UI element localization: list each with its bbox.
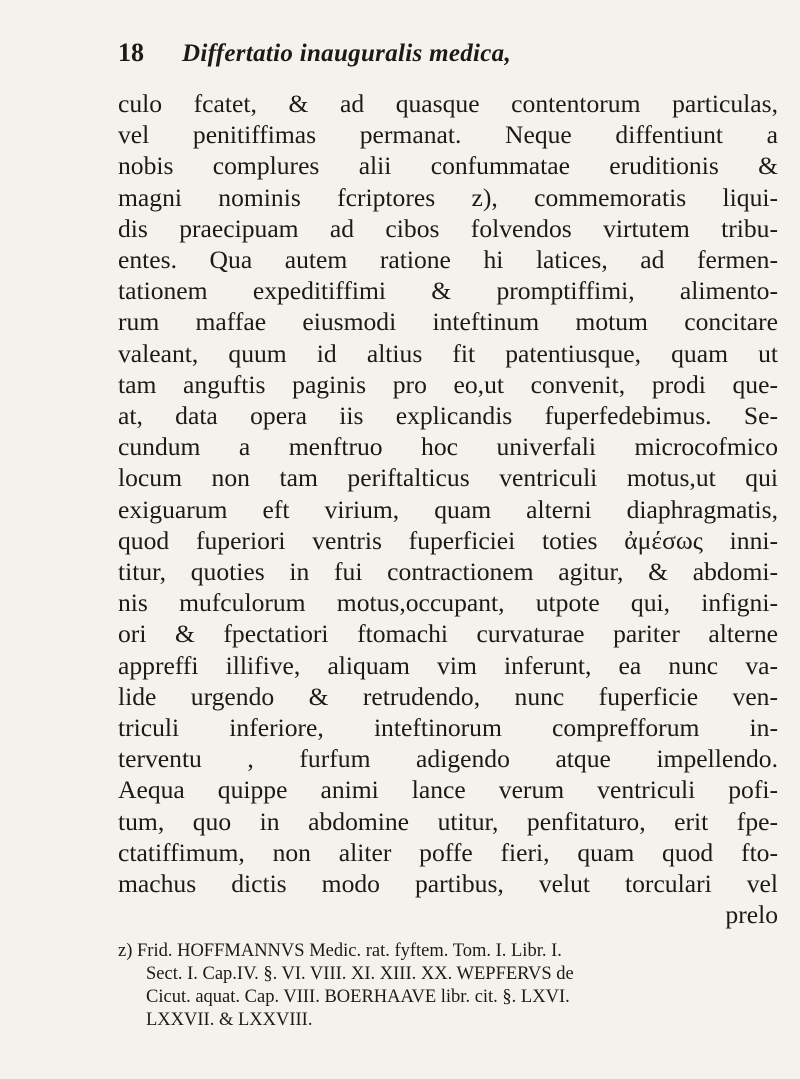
footnote-line: Sect. I. Cap.IV. §. VI. VIII. XI. XIII. XX. WEPFERVS de — [146, 964, 574, 985]
footnotes — [118, 940, 778, 1032]
text-line: cundum a menftruo hoc univerfali microcofmico — [118, 432, 778, 462]
text-line: terventu , furfum adigendo atque impellendo. — [118, 744, 778, 774]
page-number: 18 — [118, 38, 144, 67]
text-line: lide urgendo & retrudendo, nunc fuperficie ven- — [118, 681, 778, 711]
text-line: triculi inferiore, inteftinorum comprefforum in- — [118, 713, 778, 743]
text-line: culo fcatet, & ad quasque contentorum particulas, — [118, 89, 778, 118]
running-head — [118, 38, 770, 82]
text-line: entes. Qua autem ratione hi latices, ad fermen- — [118, 245, 778, 275]
text-line: exiguarum eft virium, quam alterni diaphragmatis, — [118, 494, 778, 524]
text-line: tam anguftis paginis pro eo,ut convenit, prodi que- — [118, 369, 778, 399]
text-line: nis mufculorum motus,occupant, utpote qui, infigni- — [118, 588, 778, 618]
text-line: rum maffae eiusmodi inteftinum motum concitare — [118, 307, 778, 337]
text-line: valeant, quum id altius fit patentiusque, quam ut — [118, 338, 778, 368]
text-line: machus dictis modo partibus, velut torculari vel — [118, 869, 778, 899]
footnote-line: LXXVII. & LXXVIII. — [146, 1010, 313, 1031]
footnote-line: Cicut. aquat. Cap. VIII. BOERHAAVE libr. cit. §. LXVI. — [146, 987, 570, 1008]
text-line: Aequa quippe animi lance verum ventriculi pofi- — [118, 775, 778, 805]
text-line: dis praecipuam ad cibos folvendos virtutem tribu- — [118, 213, 778, 243]
text-line: titur, quoties in fui contractionem agitur, & abdomi- — [118, 557, 778, 587]
text-line: magni nominis fcriptores z), commemoratis liqui- — [118, 182, 778, 212]
text-line: quod fuperiori ventris fuperficiei toties ἀμέσως inni- — [118, 525, 778, 555]
text-line: vel penitiffimas permanat. Neque diffentiunt a — [118, 120, 778, 150]
text-line: at, data opera iis explicandis fuperfedebimus. Se- — [118, 401, 778, 431]
body-text — [118, 88, 778, 930]
text-line: ori & fpectatiori ftomachi curvaturae pariter alterne — [118, 619, 778, 649]
text-line: appreffi illifive, aliquam vim inferunt, ea nunc va- — [118, 650, 778, 680]
text-line: prelo — [725, 900, 778, 930]
text-line: tum, quo in abdomine utitur, penfitaturo, erit fpe- — [118, 806, 778, 836]
footnote-line: z) Frid. HOFFMANNVS Medic. rat. fyftem. Tom. I. Libr. I. — [118, 941, 562, 962]
text-line: tationem expeditiffimi & promptiffimi, alimento- — [118, 276, 778, 306]
text-line: ctatiffimum, non aliter poffe fieri, quam quod fto- — [118, 837, 778, 867]
text-line: locum non tam periftalticus ventriculi motus,ut qui — [118, 463, 778, 493]
running-title: Differtatio inauguralis medica, — [182, 40, 512, 67]
text-line: nobis complures alii confummatae eruditionis & — [118, 151, 778, 181]
